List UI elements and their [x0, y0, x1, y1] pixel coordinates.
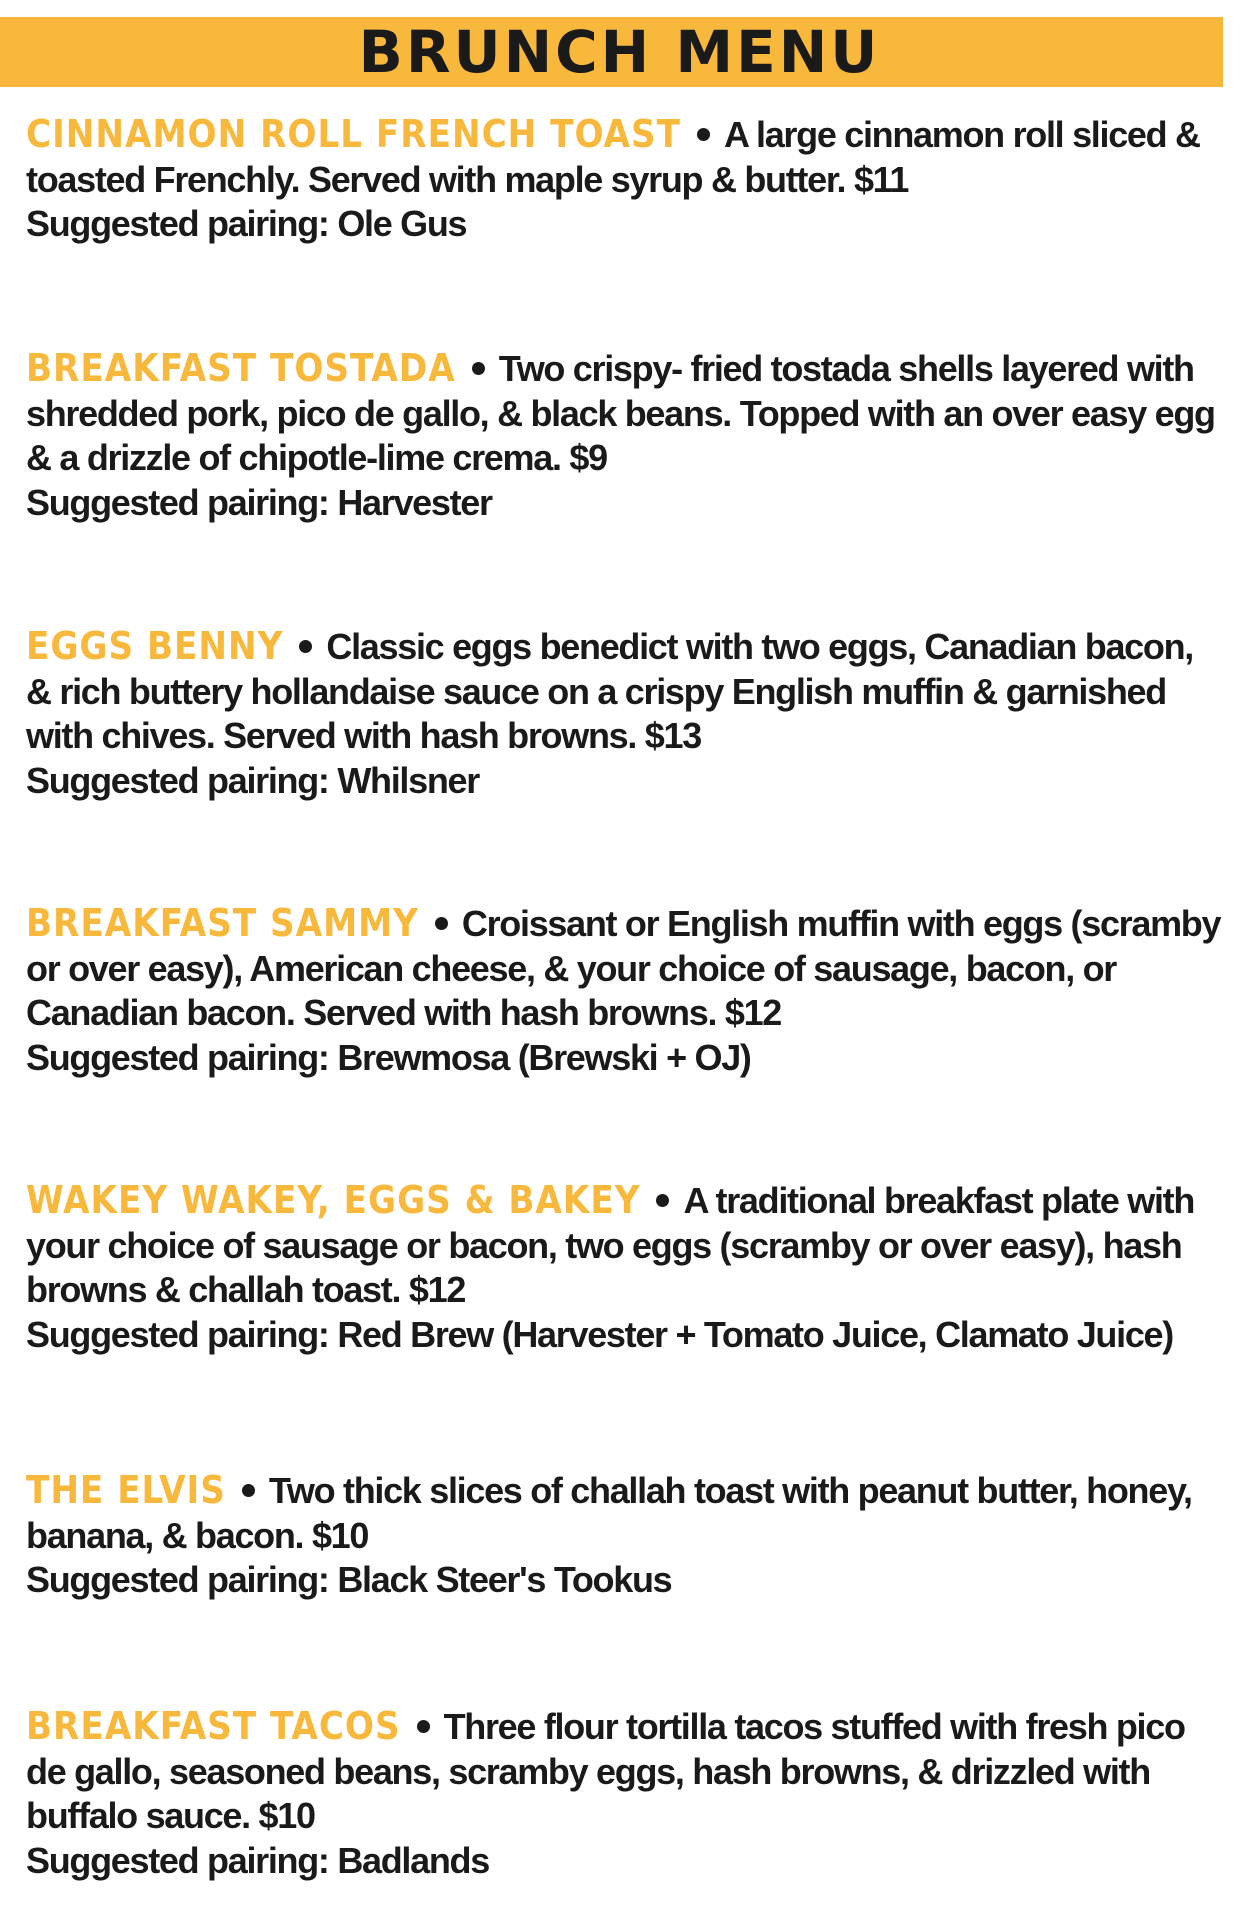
item-pairing: Suggested pairing: Black Steer's Tookus [26, 1559, 672, 1600]
menu-item [26, 346, 1226, 525]
item-pairing: Suggested pairing: Whilsner [26, 759, 479, 801]
item-pairing: Suggested pairing: Ole Gus [26, 203, 467, 244]
item-description: A large cinnamon roll sliced & toasted Frenchly. Served with maple syrup & butter. $11 [26, 114, 1200, 200]
bullet-icon [299, 640, 312, 653]
item-name: WAKEY WAKEY, EGGS & BAKEY [26, 1178, 641, 1222]
page-title: BRUNCH MENU [358, 18, 881, 86]
bullet-icon [656, 1194, 669, 1207]
item-description: Classic eggs benedict with two eggs, Canadian bacon, & rich buttery hollandaise sauce on a crispy English muffin & garnished with chives. Served with hash browns. $13 [26, 626, 1193, 756]
bullet-icon [472, 362, 485, 375]
menu-item [26, 901, 1226, 1080]
item-name: BREAKFAST TACOS [26, 1704, 401, 1748]
item-pairing: Suggested pairing: Red Brew (Harvester + Tomato Juice, Clamato Juice) [26, 1313, 1173, 1355]
item-name: BREAKFAST SAMMY [26, 901, 419, 945]
bullet-icon [435, 917, 448, 930]
item-description: Three flour tortilla tacos stuffed with fresh pico de gallo, seasoned beans, scramby eggs, hash browns, & drizzled with buffalo sauce. $10 [26, 1706, 1185, 1836]
bullet-icon [242, 1484, 255, 1497]
item-description: Two thick slices of challah toast with peanut butter, honey, banana, & bacon. $10 [26, 1470, 1192, 1556]
item-pairing: Suggested pairing: Harvester [26, 481, 492, 523]
item-name: THE ELVIS [26, 1468, 226, 1512]
item-name: EGGS BENNY [26, 624, 284, 668]
menu-item [26, 1178, 1226, 1357]
bullet-icon [417, 1720, 430, 1733]
item-pairing: Suggested pairing: Brewmosa (Brewski + OJ) [26, 1036, 751, 1078]
item-description: A traditional breakfast plate with your choice of sausage or bacon, two eggs (scramby or over easy), hash browns & challah toast. $12 [26, 1180, 1195, 1310]
menu-item [26, 1704, 1226, 1883]
item-name: BREAKFAST TOSTADA [26, 346, 456, 390]
item-description: Two crispy- fried tostada shells layered with shredded pork, pico de gallo, & black beans. Topped with an over easy egg & a drizzle of chipotle-lime crema. $9 [26, 348, 1215, 478]
item-description: Croissant or English muffin with eggs (scramby or over easy), American cheese, & your choice of sausage, bacon, or Canadian bacon. Served with hash browns. $12 [26, 903, 1221, 1033]
header-bar [0, 17, 1223, 87]
item-name: CINNAMON ROLL FRENCH TOAST [26, 112, 681, 156]
bullet-icon [697, 128, 710, 141]
menu-item [26, 624, 1226, 803]
menu-item [26, 1468, 1226, 1603]
item-pairing: Suggested pairing: Badlands [26, 1839, 489, 1881]
menu-item [26, 112, 1226, 247]
